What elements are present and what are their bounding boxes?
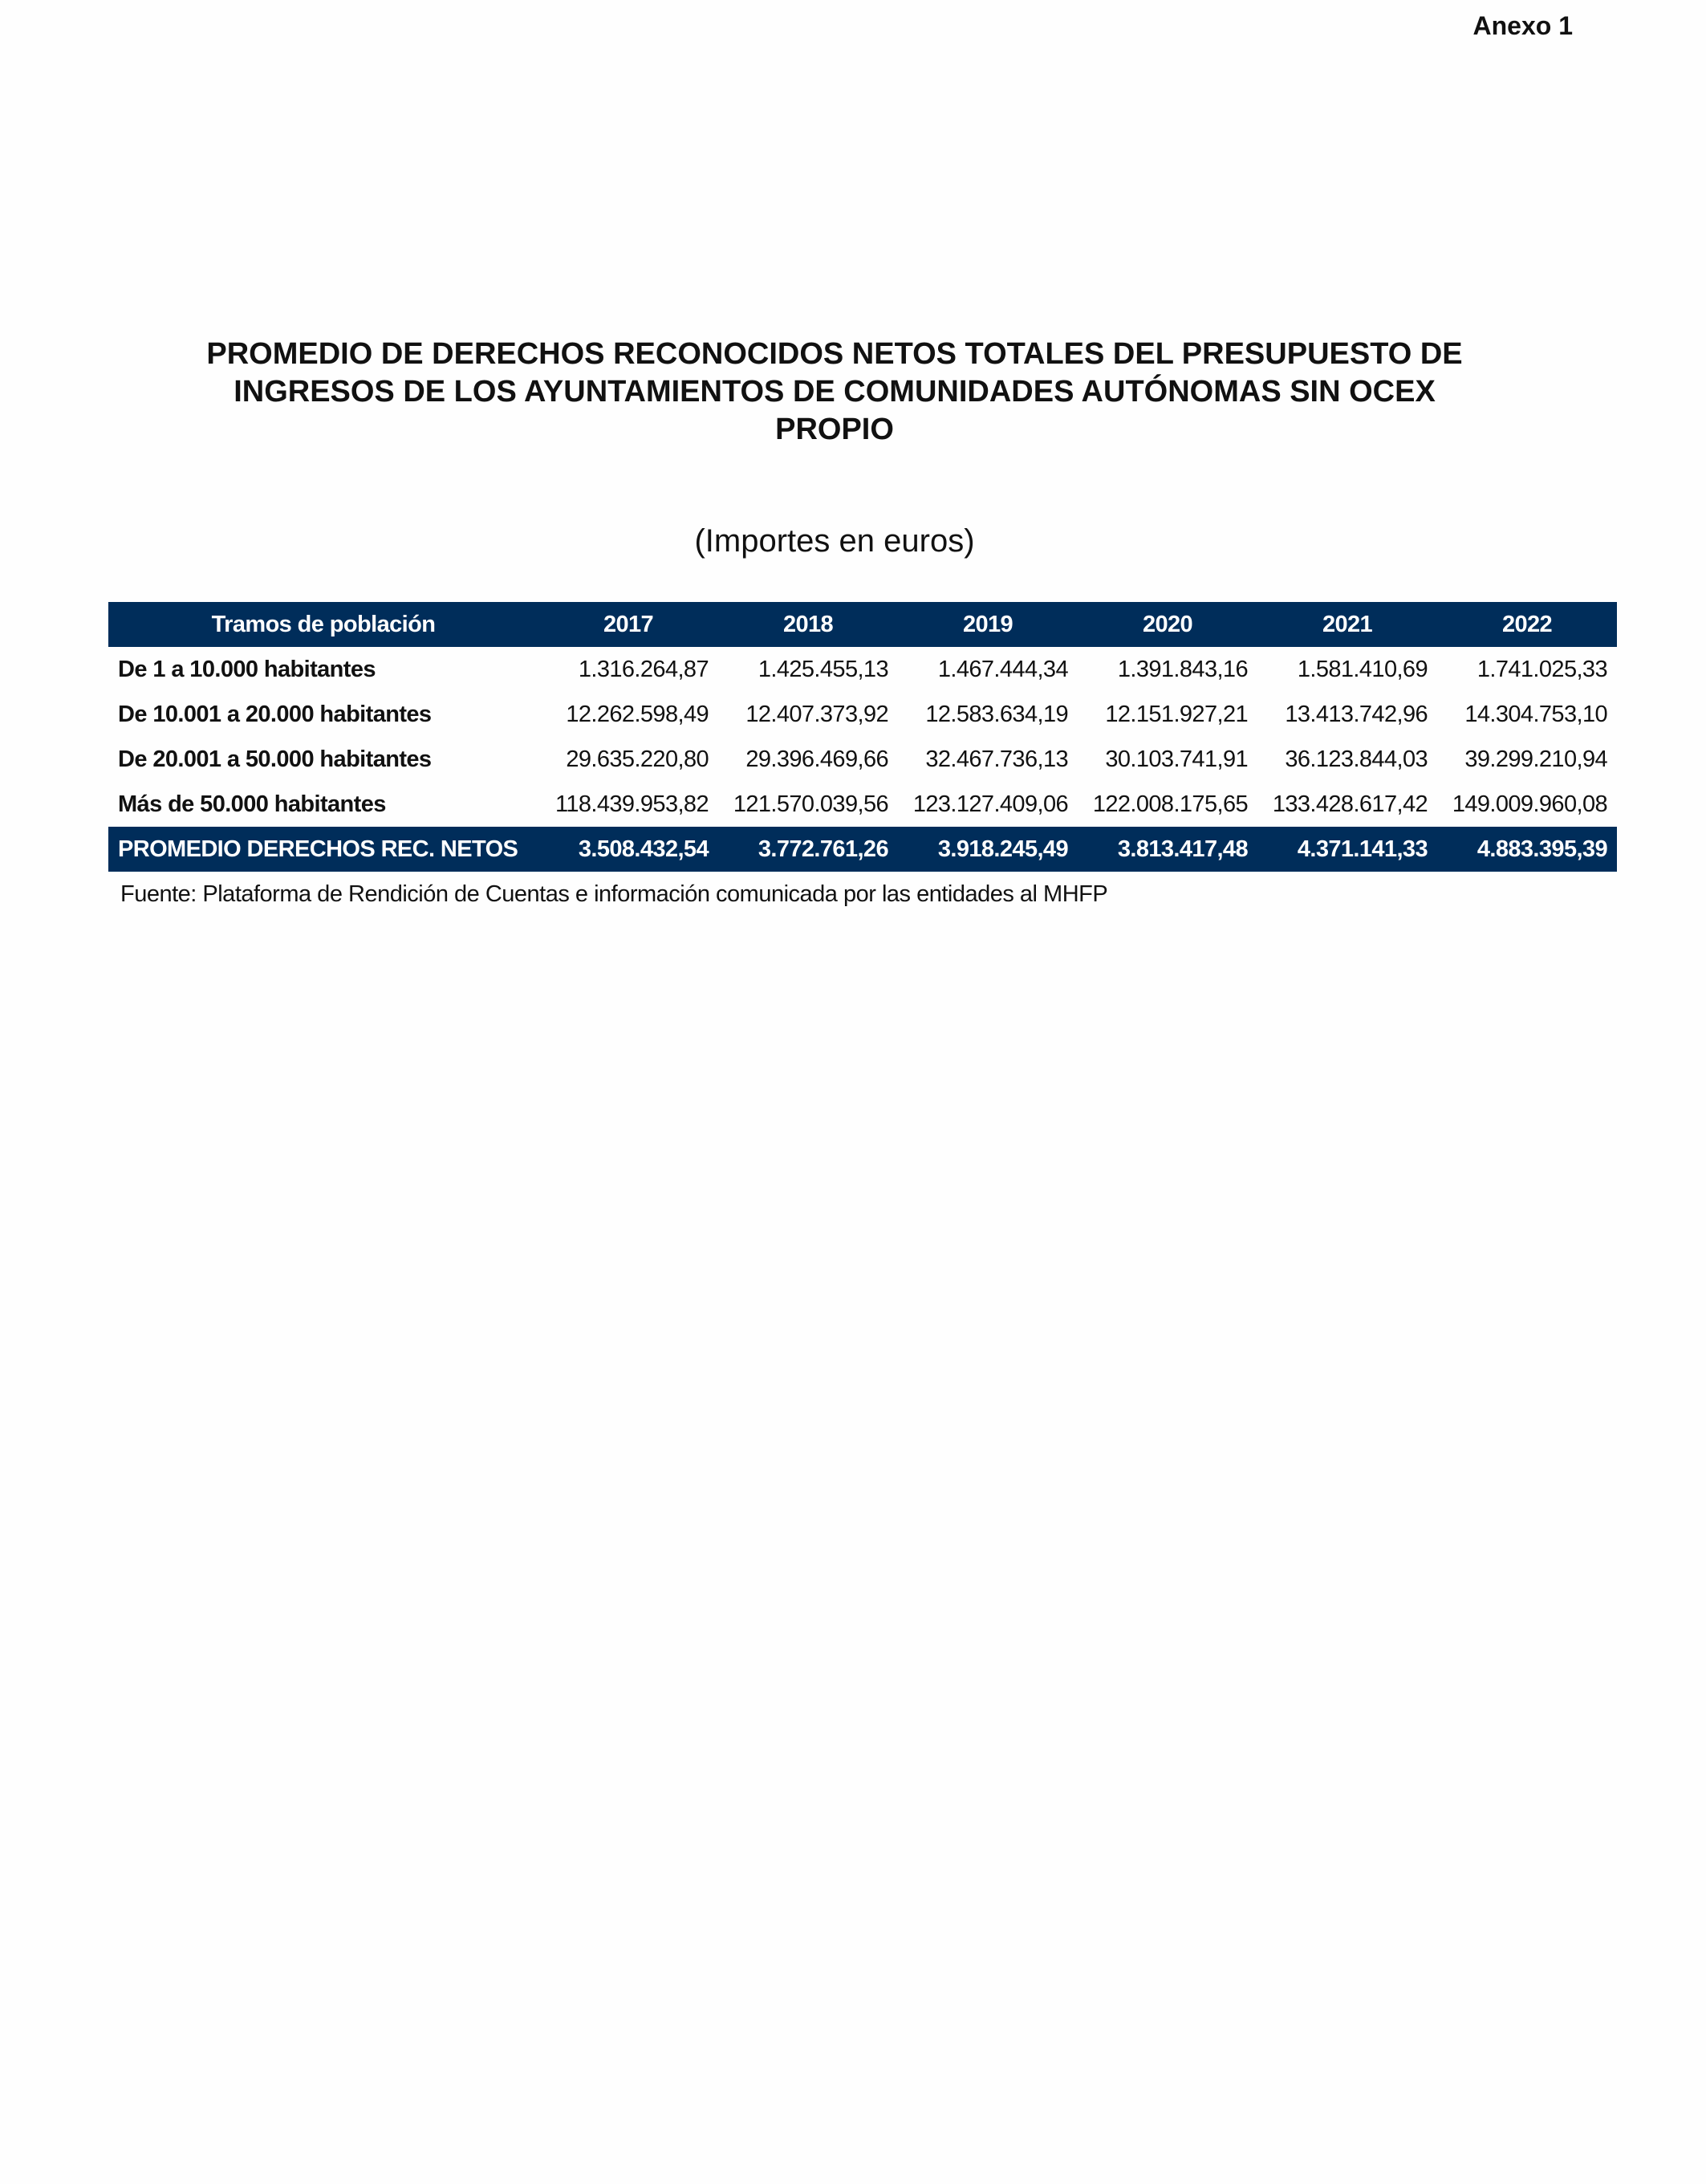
value-cell: 12.407.373,92 [745,701,888,727]
value-cell: 133.428.617,42 [1272,791,1428,817]
value-cell: 29.396.469,66 [745,746,888,772]
value-cell: 3.508.432,54 [578,836,709,862]
row-label: De 10.001 a 20.000 habitantes [118,701,432,727]
table-row [108,737,1617,782]
units-subtitle: (Importes en euros) [694,523,975,559]
value-cell: 13.413.742,96 [1285,701,1428,727]
table-row [108,647,1617,692]
row-label: PROMEDIO DERECHOS REC. NETOS [118,836,518,862]
value-cell: 121.570.039,56 [733,791,888,817]
value-cell: 3.772.761,26 [758,836,888,862]
column-header: 2021 [1322,611,1373,637]
column-header: 2018 [782,611,834,637]
value-cell: 29.635.220,80 [566,746,709,772]
value-cell: 12.583.634,19 [925,701,1068,727]
value-cell: 12.262.598,49 [566,701,709,727]
value-cell: 36.123.844,03 [1285,746,1428,772]
table-row [108,782,1617,827]
value-cell: 1.391.843,16 [1117,656,1248,682]
value-cell: 4.371.141,33 [1297,836,1428,862]
total-row [108,827,1617,872]
title-line: INGRESOS DE LOS AYUNTAMIENTOS DE COMUNIDADES AUTÓNOMAS SIN OCEX [234,375,1436,409]
value-cell: 12.151.927,21 [1105,701,1248,727]
table-header-row [108,602,1617,647]
value-cell: 39.299.210,94 [1464,746,1607,772]
value-cell: 1.581.410,69 [1297,656,1428,682]
title-line: PROMEDIO DE DERECHOS RECONOCIDOS NETOS TOTALES DEL PRESUPUESTO DE [206,337,1463,371]
value-cell: 4.883.395,39 [1477,836,1607,862]
value-cell: 1.741.025,33 [1477,656,1607,682]
value-cell: 3.918.245,49 [937,836,1068,862]
value-cell: 32.467.736,13 [925,746,1068,772]
revenue-table [108,602,1617,872]
table-row [108,692,1617,737]
value-cell: 118.439.953,82 [554,791,709,817]
row-label: De 1 a 10.000 habitantes [118,656,376,682]
title-line: PROPIO [775,413,894,446]
column-header: Tramos de población [211,611,436,637]
source-note: Fuente: Plataforma de Rendición de Cuentas e información comunicada por las entidades al MHFP [120,881,1108,907]
value-cell: 30.103.741,91 [1105,746,1248,772]
annex-label: Anexo 1 [1472,11,1573,40]
value-cell: 14.304.753,10 [1464,701,1607,727]
document-title [112,336,1557,449]
value-cell: 1.425.455,13 [758,656,888,682]
value-cell: 1.316.264,87 [578,656,709,682]
value-cell: 122.008.175,65 [1092,791,1248,817]
row-label: De 20.001 a 50.000 habitantes [118,746,432,772]
value-cell: 3.813.417,48 [1117,836,1248,862]
column-header: 2017 [603,611,654,637]
column-header: 2019 [962,611,1013,637]
column-header: 2020 [1142,611,1193,637]
value-cell: 123.127.409,06 [912,791,1068,817]
row-label: Más de 50.000 habitantes [118,791,386,817]
column-header: 2022 [1501,611,1553,637]
value-cell: 149.009.960,08 [1452,791,1607,817]
value-cell: 1.467.444,34 [937,656,1068,682]
